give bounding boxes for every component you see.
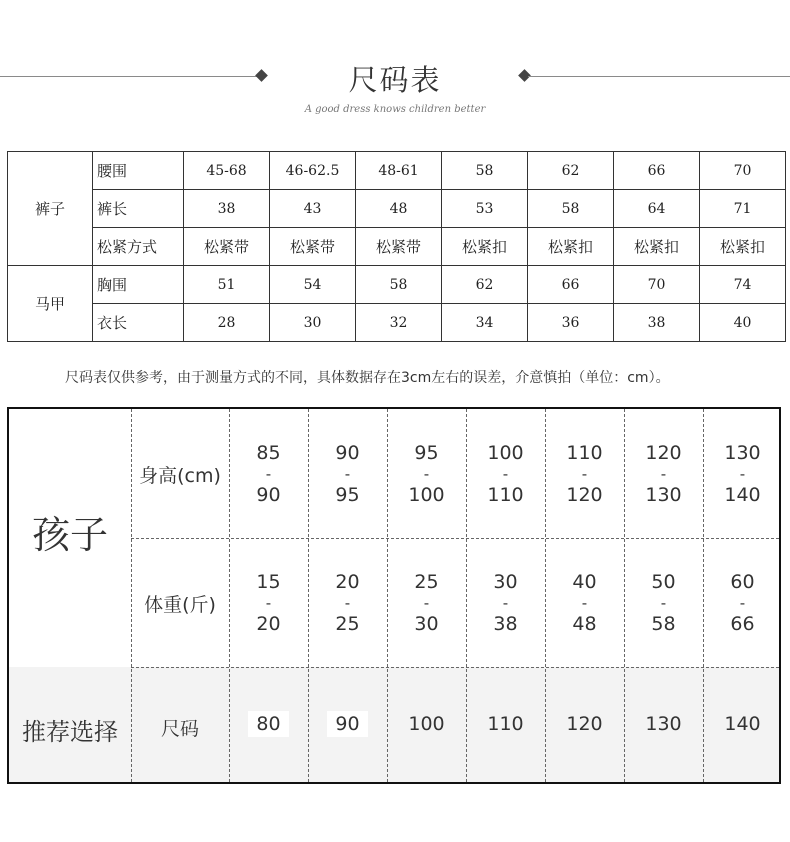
table-cell: 40 xyxy=(700,304,786,342)
table-cell: 43 xyxy=(270,190,356,228)
size-table-kids xyxy=(7,407,781,784)
table-cell: 71 xyxy=(700,190,786,228)
range-to: 38 xyxy=(493,613,518,635)
table-cell: 48-61 xyxy=(356,152,442,190)
table-cell: 46-62.5 xyxy=(270,152,356,190)
range-from: 60 xyxy=(730,571,755,593)
range-cell xyxy=(466,572,545,635)
row-label: 腰围 xyxy=(93,152,184,190)
table-cell: 松紧扣 xyxy=(442,228,528,266)
range-from: 15 xyxy=(256,571,281,593)
size-note: 尺码表仅供参考，由于测量方式的不同，具体数据存在3cm左右的误差，介意慎拍（单位：cm）。 xyxy=(65,370,670,386)
range-cell xyxy=(387,572,466,635)
group-vest: 马甲 xyxy=(8,266,93,342)
table-cell: 54 xyxy=(270,266,356,304)
size-value: 130 xyxy=(645,713,682,735)
size-value: 100 xyxy=(408,713,445,735)
table-cell: 松紧带 xyxy=(184,228,270,266)
range-from: 85 xyxy=(256,442,281,464)
table-cell: 53 xyxy=(442,190,528,228)
range-cell xyxy=(466,443,545,506)
range-to: 140 xyxy=(724,484,761,506)
table-cell: 松紧扣 xyxy=(528,228,614,266)
range-from: 130 xyxy=(724,442,761,464)
page-title: 尺码表 xyxy=(348,63,442,97)
range-to: 20 xyxy=(256,613,281,635)
range-separator: - xyxy=(344,594,351,612)
range-separator: - xyxy=(265,465,272,483)
size-value: 90 xyxy=(327,711,367,737)
table-cell: 38 xyxy=(614,304,700,342)
table-cell: 30 xyxy=(270,304,356,342)
table-row xyxy=(8,228,786,266)
size-label: 尺码 xyxy=(160,718,199,740)
range-separator: - xyxy=(739,465,746,483)
range-from: 120 xyxy=(645,442,682,464)
range-to: 48 xyxy=(572,613,597,635)
table-cell: 70 xyxy=(700,152,786,190)
table-cell: 66 xyxy=(614,152,700,190)
weight-label: 体重(斤) xyxy=(144,594,216,616)
range-to: 90 xyxy=(256,484,281,506)
range-separator: - xyxy=(344,465,351,483)
table-cell: 28 xyxy=(184,304,270,342)
range-cell xyxy=(308,443,387,506)
range-cell xyxy=(387,443,466,506)
table-cell: 58 xyxy=(528,190,614,228)
group-kids: 孩子 xyxy=(31,513,108,557)
range-from: 30 xyxy=(493,571,518,593)
range-from: 40 xyxy=(572,571,597,593)
range-cell xyxy=(229,443,308,506)
table-cell: 松紧扣 xyxy=(700,228,786,266)
range-to: 110 xyxy=(487,484,524,506)
table-cell: 66 xyxy=(528,266,614,304)
range-to: 66 xyxy=(730,613,755,635)
table-cell: 58 xyxy=(442,152,528,190)
range-cell xyxy=(703,443,782,506)
range-to: 130 xyxy=(645,484,682,506)
range-separator: - xyxy=(423,465,430,483)
range-cell xyxy=(545,443,624,506)
height-label: 身高(cm) xyxy=(139,465,221,487)
range-to: 25 xyxy=(335,613,360,635)
table-cell: 松紧带 xyxy=(270,228,356,266)
size-cell xyxy=(229,714,308,735)
table-cell: 74 xyxy=(700,266,786,304)
range-cell xyxy=(229,572,308,635)
range-to: 120 xyxy=(566,484,603,506)
range-to: 58 xyxy=(651,613,676,635)
range-from: 100 xyxy=(487,442,524,464)
row-label: 衣长 xyxy=(93,304,184,342)
recommend-label: 推荐选择 xyxy=(22,718,118,746)
range-separator: - xyxy=(739,594,746,612)
table-cell: 45-68 xyxy=(184,152,270,190)
range-from: 50 xyxy=(651,571,676,593)
table-cell: 32 xyxy=(356,304,442,342)
group-pants: 裤子 xyxy=(8,152,93,266)
range-separator: - xyxy=(660,594,667,612)
table-cell: 34 xyxy=(442,304,528,342)
range-to: 30 xyxy=(414,613,439,635)
size-cell xyxy=(545,714,624,735)
header-right-line xyxy=(528,76,790,77)
range-from: 90 xyxy=(335,442,360,464)
table-cell: 48 xyxy=(356,190,442,228)
row-label: 松紧方式 xyxy=(93,228,184,266)
page-subtitle: A good dress knows children better xyxy=(304,104,486,115)
range-cell xyxy=(624,443,703,506)
size-cell xyxy=(703,714,782,735)
size-value: 110 xyxy=(487,713,524,735)
range-cell xyxy=(703,572,782,635)
size-value: 120 xyxy=(566,713,603,735)
range-separator: - xyxy=(581,465,588,483)
range-separator: - xyxy=(265,594,272,612)
range-from: 20 xyxy=(335,571,360,593)
table-cell: 70 xyxy=(614,266,700,304)
size-value: 80 xyxy=(248,711,288,737)
row-label: 胸围 xyxy=(93,266,184,304)
table-cell: 松紧扣 xyxy=(614,228,700,266)
range-cell xyxy=(308,572,387,635)
table-row xyxy=(8,190,786,228)
range-separator: - xyxy=(502,594,509,612)
table-cell: 62 xyxy=(528,152,614,190)
range-from: 25 xyxy=(414,571,439,593)
range-separator: - xyxy=(502,465,509,483)
table-cell: 36 xyxy=(528,304,614,342)
range-to: 100 xyxy=(408,484,445,506)
range-from: 110 xyxy=(566,442,603,464)
range-cell xyxy=(624,572,703,635)
table-cell: 58 xyxy=(356,266,442,304)
table-cell: 62 xyxy=(442,266,528,304)
range-to: 95 xyxy=(335,484,360,506)
table-row xyxy=(8,266,786,304)
table-row xyxy=(8,152,786,190)
size-cell xyxy=(466,714,545,735)
size-table-pants-vest xyxy=(7,151,786,342)
grid-horizontal-line xyxy=(131,538,779,539)
table-cell: 64 xyxy=(614,190,700,228)
range-separator: - xyxy=(423,594,430,612)
table-cell: 38 xyxy=(184,190,270,228)
table-row xyxy=(8,304,786,342)
size-cell xyxy=(624,714,703,735)
table-cell: 51 xyxy=(184,266,270,304)
range-from: 95 xyxy=(414,442,439,464)
table-cell: 松紧带 xyxy=(356,228,442,266)
range-cell xyxy=(545,572,624,635)
size-cell xyxy=(308,714,387,735)
size-cell xyxy=(387,714,466,735)
row-label: 裤长 xyxy=(93,190,184,228)
range-separator: - xyxy=(660,465,667,483)
size-value: 140 xyxy=(724,713,761,735)
grid-horizontal-line xyxy=(131,667,779,668)
range-separator: - xyxy=(581,594,588,612)
